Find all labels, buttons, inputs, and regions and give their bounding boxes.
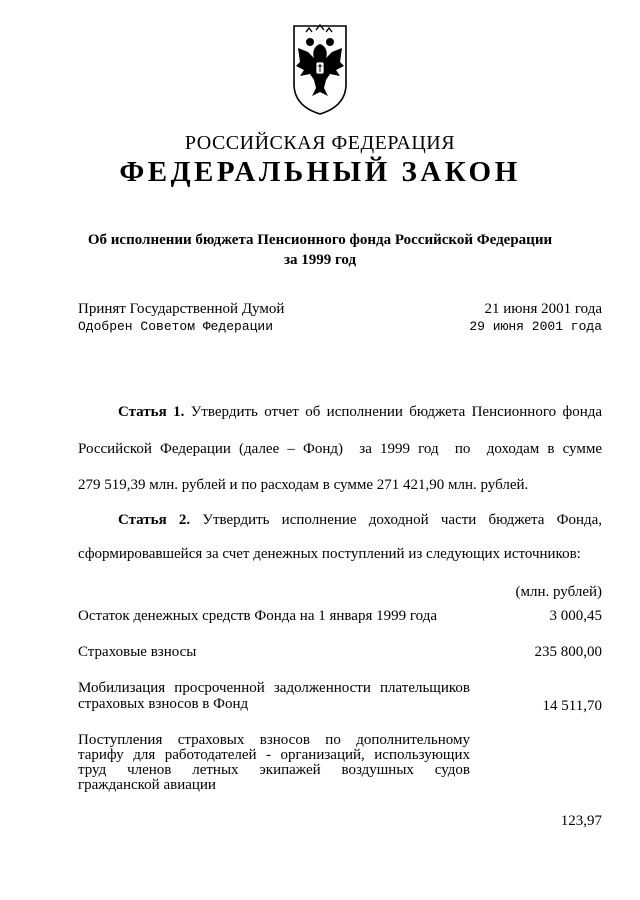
row-label-line: Мобилизация просроченной задолженности плательщиков [78,680,470,696]
row-label-line: труд членов летных экипажей воздушных судов [78,762,470,778]
council-label: Одобрен Советом Федерации [78,319,274,334]
council-date: 29 июня 2001 года [469,319,602,334]
article-1-line-1 [118,404,602,421]
row-label-line: страховых взносов в Фонд [78,696,249,712]
law-title-line-2: за 1999 год [283,252,357,268]
row-amount: 14 511,70 [542,698,602,714]
article-2-label: Статья 2. [118,512,191,528]
adoption-council [78,318,602,336]
row-label-line: тарифу для работодателей - организаций, использующих [78,747,470,763]
row-amount: 3 000,45 [549,608,602,624]
law-title-line-1: Об исполнении бюджета Пенсионного фонда Российской Федерации [87,232,553,248]
eagle-icon [288,22,352,118]
article-1-text-1: Утвердить отчет об исполнении бюджета Пенсионного фонда [190,404,603,420]
row-amount: 123,97 [560,813,602,829]
adoption-duma [78,300,602,318]
duma-label: Принят Государственной Думой [78,301,285,317]
duma-date: 21 июня 2001 года [484,301,602,317]
row-label: Страховые взносы [78,644,197,660]
table-row [78,680,602,713]
article-1-line-3: 279 519,39 млн. рублей и по расходам в сумме 271 421,90 млн. рублей. [78,477,529,493]
article-2-text-1: Утвердить исполнение доходной части бюджета Фонда, [202,512,603,528]
row-label-line: гражданской авиации [78,777,216,793]
country-name: РОССИЙСКАЯ ФЕДЕРАЦИЯ [184,132,456,154]
table-row [78,644,602,661]
row-label: Остаток денежных средств Фонда на 1 января 1999 года [78,608,437,624]
table-row [78,608,602,625]
table-row [78,732,602,829]
row-label [78,733,470,793]
document-type: ФЕДЕРАЛЬНЫЙ ЗАКОН [119,156,521,188]
units-label: (млн. рублей) [515,584,602,600]
article-1-label: Статья 1. [118,404,185,420]
row-amount: 235 800,00 [534,644,602,660]
row-label [78,680,470,712]
article-2-line-1 [118,512,602,529]
row-label-line: Поступления страховых взносов по дополнительному [78,732,470,748]
law-title [0,230,640,270]
state-emblem [288,22,352,118]
article-1-line-2: Российской Федерации (далее – Фонд) за 1999 год по доходам в сумме [78,441,602,457]
article-2-line-2: сформировавшейся за счет денежных поступлений из следующих источников: [78,546,581,562]
